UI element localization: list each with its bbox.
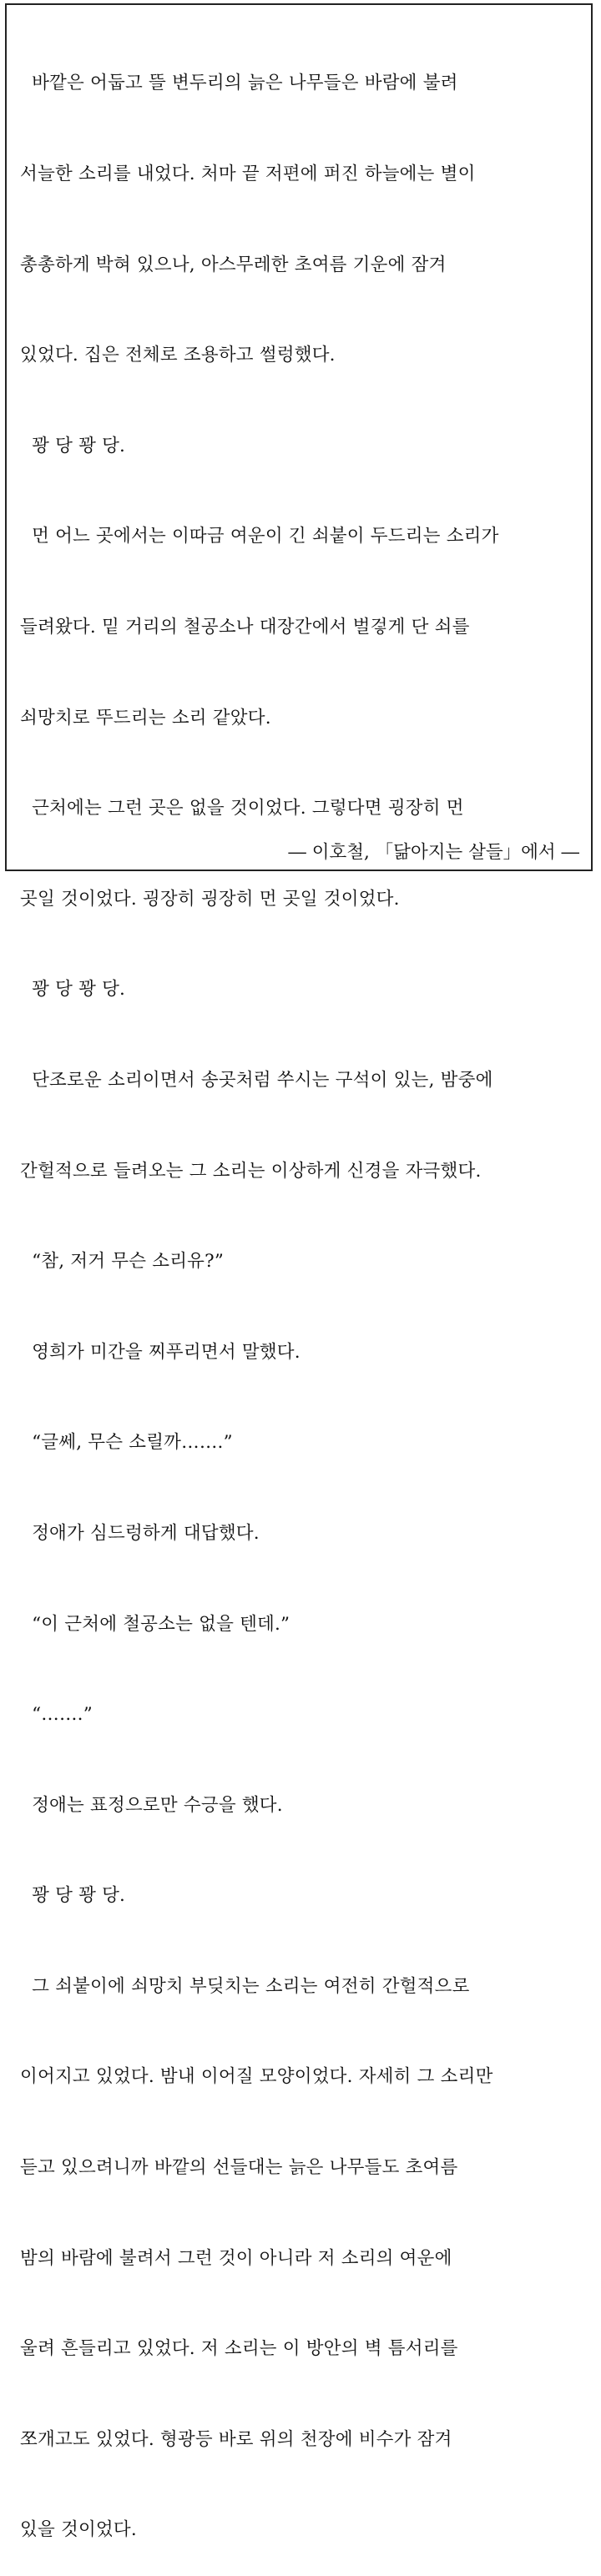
passage-line: 정애는 표정으로만 수긍을 했다. xyxy=(20,1794,283,1816)
passage-line: 있을 것이었다. xyxy=(20,2519,137,2541)
passage-line: 영희가 미간을 찌푸리면서 말했다. xyxy=(20,1341,300,1363)
passage-line: 꽝 당 꽝 당. xyxy=(20,435,126,456)
passage-line: 이어지고 있었다. 밤내 이어질 모양이었다. 자세히 그 소리만 xyxy=(20,2066,493,2088)
passage-line: 듣고 있으려니까 바깥의 선들대는 늙은 나무들도 초여름 xyxy=(20,2157,458,2179)
passage-line: 꽝 당 꽝 당. xyxy=(20,979,126,1001)
passage-line: 먼 어느 곳에서는 이따금 여운이 긴 쇠붙이 두드리는 소리가 xyxy=(20,526,499,547)
passage-line: 곳일 것이었다. 굉장히 굉장히 먼 곳일 것이었다. xyxy=(20,888,400,910)
passage-line: 울려 흔들리고 있었다. 저 소리는 이 방안의 벽 틈서리를 xyxy=(20,2338,458,2360)
passage-line: 쪼개고도 있었다. 형광등 바로 위의 천장에 비수가 잠겨 xyxy=(20,2428,452,2450)
passage-line: 총총하게 박혀 있으나, 아스무레한 초여름 기운에 잠겨 xyxy=(20,254,447,275)
passage-line: 있었다. 집은 전체로 조용하고 썰렁했다. xyxy=(20,345,336,366)
passage-line: 그 쇠붙이에 쇠망치 부딪치는 소리는 여전히 간헐적으로 xyxy=(20,1975,470,1997)
passage-line: “참, 저거 무슨 소리유?” xyxy=(20,1251,225,1273)
passage-line: “이 근처에 철공소는 없을 텐데.” xyxy=(20,1613,290,1635)
passage-line: 정애가 심드렁하게 대답했다. xyxy=(20,1522,260,1544)
passage-line: 근처에는 그런 곳은 없을 것이었다. 그렇다면 굉장히 먼 xyxy=(20,798,464,819)
passage-text xyxy=(20,8,579,2576)
passage-line: “…….” xyxy=(20,1704,93,1726)
passage-line: 밤의 바람에 불려서 그런 것이 아니라 저 소리의 여운에 xyxy=(20,2247,452,2269)
passage-line: 서늘한 소리를 내었다. 처마 끝 저편에 퍼진 하늘에는 별이 xyxy=(20,164,476,184)
passage-line: 간헐적으로 들려오는 그 소리는 이상하게 신경을 자극했다. xyxy=(20,1160,482,1182)
passage-line: 바깥은 어둡고 뜰 변두리의 늙은 나무들은 바람에 불려 xyxy=(20,73,458,94)
passage-line: 단조로운 소리이면서 송곳처럼 쑤시는 구석이 있는, 밤중에 xyxy=(20,1069,493,1091)
passage-line: 들려왔다. 밑 거리의 철공소나 대장간에서 벌겋게 단 쇠를 xyxy=(20,616,470,638)
passage-line: 쇠망치로 뚜드리는 소리 같았다. xyxy=(20,707,271,728)
passage-line: 꽝 당 꽝 당. xyxy=(20,1885,126,1907)
source-citation: ― 이호철, 「닮아지는 살들」에서 ― xyxy=(288,842,579,863)
passage-line: “글쎄, 무슨 소릴까…….” xyxy=(20,1432,233,1454)
